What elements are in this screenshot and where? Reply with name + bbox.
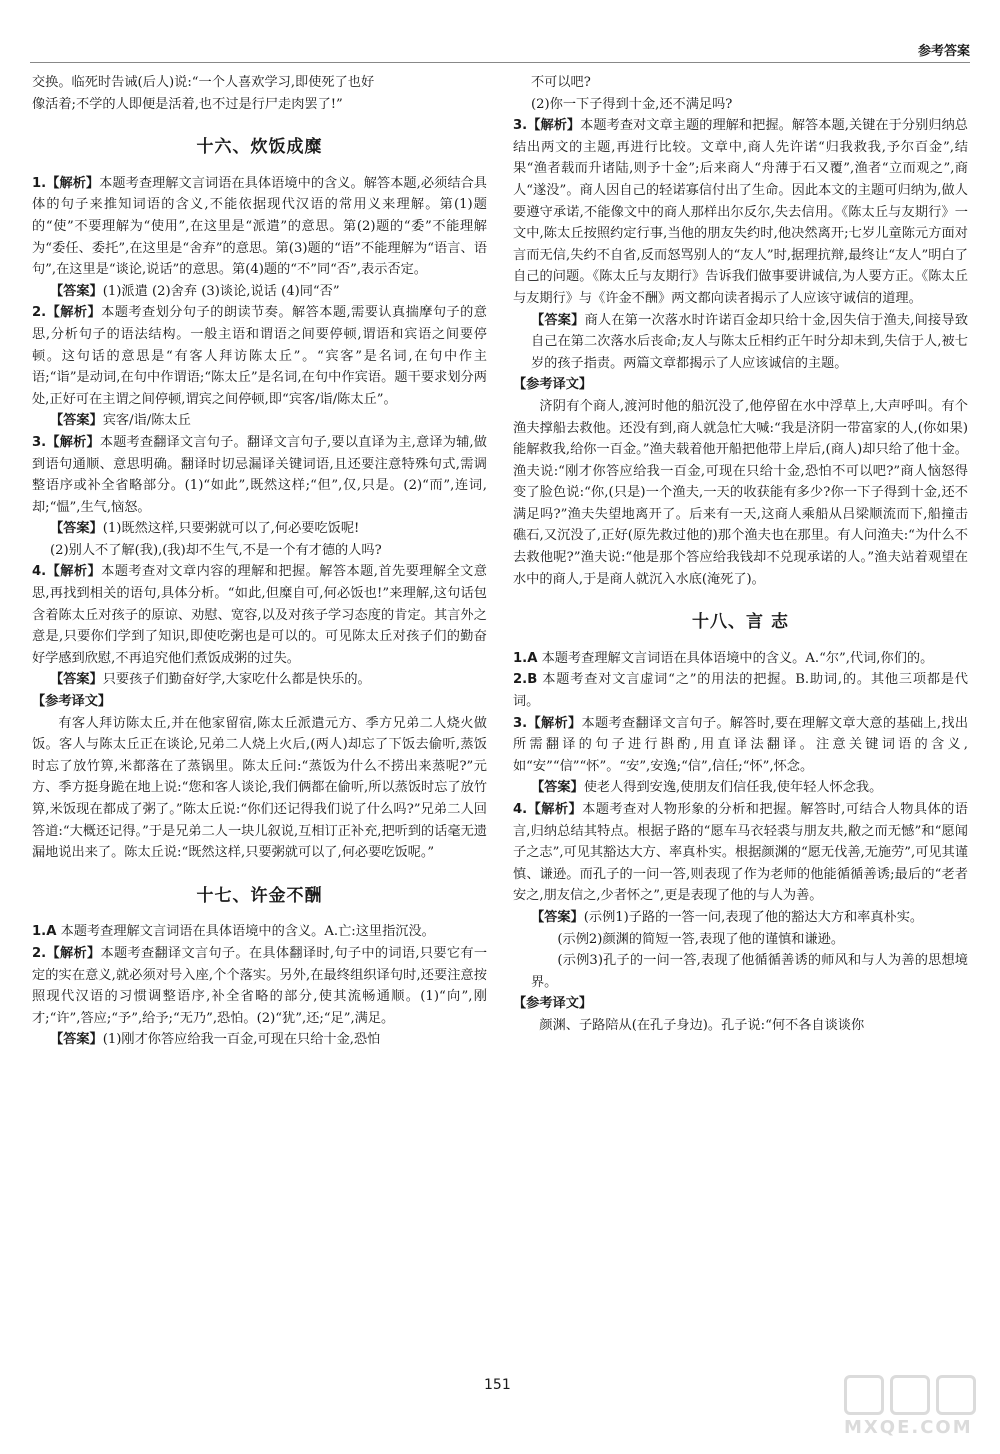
question-1: 1.A 本题考查理解文言词语在具体语境中的含义。A.“尔”,代词,你们的。 <box>513 650 934 666</box>
question-2: 2.B 本题考查对文言虚词“之”的用法的把握。B.助词,的。其他三项都是代词。 <box>513 672 968 710</box>
question-3: 3.【解析】本题考查对文章主题的理解和把握。解答本题,关键在于分别归纳总结出两文的主题,再进行比较。文章中,商人先许诺“归我救我,予尔百金”,结果“渔者载而升诸陆,则予十金”;后来商人“舟薄于石又覆”,渔者“立而观之”,商人“遂没”。商人因自己的轻诺寡信付出了生命。因此本文的主题可归纳为,做人要遵守承诺,不能像文中的商人那样出尔反尔,失去信用。《陈太丘与友期行》一文中,陈太丘按照约定行事,当他的朋友失约时,他决然离开;七岁儿童陈元方面对言而无信,失约不自省,反而怒骂别人的“友人”时,据理抗辩,最终让“友人”明白了自己的问题。《陈太丘与友期行》告诉我们做事要讲诚信,为人要方正。《陈太丘与友期行》与《许金不酬》两文都向读者揭示了人应该守诚信的道理。 <box>513 118 968 306</box>
right-column <box>513 72 968 1037</box>
answer-continued: 不可以吧? <box>531 75 591 90</box>
answer-4c: (示例3)孔子的一问一答,表现了他循循善诱的师风和与人为善的思想境界。 <box>531 953 968 990</box>
question-1: 1.【解析】本题考查理解文言词语在具体语境中的含义。解答本题,必须结合具体的句子来推知词语的含义,不能依据现代汉语的常用义来理解。第(1)题的“使”不要理解为“使用”,在这里是“派遣”的意思。第(2)题的“委”不能理解为“委任、委托”,在这里是“舍弃”的意思。第(3)题的“语”不能理解为“语言、语句”,在这里是“谈论,说话”的意思。第(4)题的“不”同“否”,表示否定。 <box>32 175 487 278</box>
answer-3b: (2)别人不了解(我),(我)却不生气,不是一个有才德的人吗? <box>50 542 382 558</box>
question-3: 3.【解析】本题考查翻译文言句子。解答时,要在理解文章大意的基础上,找出所需翻译的句子进行斟酌,用直译法翻译。注意关键词语的含义,如“安”“信”“怀”。“安”,安逸;“信”,信任;“怀”,怀念。 <box>513 715 969 774</box>
translation-text: 颜渊、子路陪从(在孔子身边)。孔子说:“何不各自谈谈你 <box>539 1017 865 1033</box>
translation-text: 济阴有个商人,渡河时他的船沉没了,他停留在水中浮草上,大声呼叫。有个渔夫撑船去救他。还没有到,商人就急忙大喊:“我是济阴一带富家的人,(你如果)能解救我,给你一百金。”渔夫载着他开船把他带上岸后,(商人)却只给了他十金。渔夫说:“刚才你答应给我一百金,可现在只给十金,恐怕不可以吧?”商人恼怒得变了脸色说:“你,(只是)一个渔夫,一天的收获能有多少?你一下子得到十金,还不满足吗?”渔夫失望地离开了。后来有一天,这商人乘船从吕梁顺流而下,船撞击礁石,又沉没了,正好(原先救过他的)那个渔夫也在那里。有人问渔夫:“为什么不去救他呢?”渔夫说:“他是那个答应给我钱却不兑现承诺的人。”渔夫站着观望在水中的商人,于是商人就沉入水底(淹死了)。 <box>513 398 968 587</box>
question-4: 4.【解析】本题考查对文章内容的理解和把握。解答本题,首先要理解全文意思,再找到相关的语句,具体分析。“如此,但糜自可,何必饭也!”来理解,这句话包含着陈太丘对孩子的原谅、劝慰、宽容,以及对孩子学习态度的肯定。其言外之意是,只要你们学到了知识,即使吃粥也是可以的。可见陈太丘对孩子们的勤奋好学感到欣慰,不再追究他们煮饭成粥的过失。 <box>32 564 487 666</box>
watermark-url: MXQE.COM <box>844 1417 973 1438</box>
left-column <box>32 72 487 1051</box>
question-3: 3.【解析】本题考查翻译文言句子。翻译文言句子,要以直译为主,意译为辅,做到语句通顺、意思明确。翻译时切忌漏译关键词语,且还要注意特殊句式,需调整语序或补全省略部分。(1)“如此”,既然这样;“但”,仅,只是。(2)“而”,连词,却;“愠”,生气,恼怒。 <box>32 434 487 515</box>
header-rule <box>30 62 970 63</box>
header-label: 参考答案 <box>917 44 970 59</box>
answer-3: 【答案】(1)既然这样,只要粥就可以了,何必要吃饭呢! <box>50 521 360 537</box>
section-title-18: 十八、言 志 <box>692 612 789 633</box>
watermark-box <box>890 1375 930 1415</box>
intro-line: 像活着;不学的人即便是活着,也不过是行尸走肉罢了!” <box>32 96 343 112</box>
question-4: 4.【解析】本题考查对人物形象的分析和把握。解答时,可结合人物具体的语言,归纳总结其特点。根据子路的“愿车马衣轻裘与朋友共,敝之而无憾”和“愿闻子之志”,可见其豁达大方、率真朴实。根据颜渊的“愿无伐善,无施劳”,可见其谨慎、谦逊。而孔子的一问一答,则表现了作为老师的他能循循善诱;最后的“老者安之,朋友信之,少者怀之”,更是表现了他的与人为善。 <box>513 802 968 904</box>
question-2: 2.【解析】本题考查翻译文言句子。在具体翻译时,句子中的词语,只要它有一定的实在意义,就必须对号入座,个个落实。另外,在最终组织译句时,还要注意按照现代汉语的习惯调整语序,补全省略的部分,使其流畅通顺。(1)“向”,刚才;“许”,答应;“予”,给予;“无乃”,恐怕。(2)“犹”,还;“足”,满足。 <box>32 945 488 1026</box>
question-1: 1.A 本题考查理解文言词语在具体语境中的含义。A.亡:这里指沉没。 <box>32 924 435 940</box>
question-2: 2.【解析】本题考查划分句子的朗读节奏。解答本题,需要认真揣摩句子的意思,分析句子的语法结构。一般主语和谓语之间要停顿,谓语和宾语之间要停顿。这句话的意思是“有客人拜访陈太丘”。“宾客”是名词,在句中作主语;“诣”是动词,在句中作谓语;“陈太丘”是名词,在句中作宾语。题干要求划分两处,正好可在主谓之间停顿,谓宾之间停顿,即“宾客/诣/陈太丘”。 <box>32 305 487 407</box>
answer-3: 【答案】使老人得到安逸,使朋友们信任我,使年轻人怀念我。 <box>531 780 883 796</box>
watermark-box <box>844 1375 884 1415</box>
answer-4: 【答案】(示例1)子路的一答一问,表现了他的豁达大方和率真朴实。 <box>531 909 924 925</box>
translation-label: 【参考译文】 <box>513 996 593 1012</box>
watermark-box <box>936 1375 976 1415</box>
answer-4b: (示例2)颜渊的简短一答,表现了他的谨慎和谦逊。 <box>557 931 845 947</box>
section-title-17: 十七、许金不酬 <box>196 885 323 906</box>
intro-line: 交换。临死时告诫(后人)说:“一个人喜欢学习,即使死了也好 <box>32 75 375 90</box>
page-number: 151 <box>484 1377 511 1393</box>
answer-continued: (2)你一下子得到十金,还不满足吗? <box>531 96 733 112</box>
translation-label: 【参考译文】 <box>32 694 112 710</box>
answer-2: 【答案】宾客/诣/陈太丘 <box>50 413 191 429</box>
section-title-16: 十六、炊饭成糜 <box>196 137 323 158</box>
translation-label: 【参考译文】 <box>513 377 593 393</box>
answer-4: 【答案】只要孩子们勤奋好学,大家吃什么都是快乐的。 <box>50 672 371 688</box>
watermark-logo <box>838 1375 988 1445</box>
answer-1: 【答案】(1)派遣 (2)舍弃 (3)谈论,说话 (4)同“否” <box>50 283 340 299</box>
answer-2: 【答案】(1)刚才你答应给我一百金,可现在只给十金,恐怕 <box>50 1032 381 1048</box>
answer-3: 【答案】商人在第一次落水时许诺百金却只给十金,因失信于渔夫,间接导致自己在第二次落水后丧命;友人与陈太丘相约正午时分却未到,失信于人,被七岁的孩子指责。两篇文章都揭示了人应该诚信的主题。 <box>531 312 969 371</box>
translation-text: 有客人拜访陈太丘,并在他家留宿,陈太丘派遣元方、季方兄弟二人烧火做饭。客人与陈太丘正在谈论,兄弟二人烧上火后,(两人)却忘了下饭去偷听,蒸饭时忘了放竹箅,米都落在了蒸锅里。陈太丘问:“蒸饭为什么不捞出来蒸呢?”元方、季方挺身跪在地上说:“您和客人谈论,我们俩都在偷听,所以蒸饭时忘了放竹箅,米饭现在都成了粥了。”陈太丘说:“你们还记得我们说了什么吗?”兄弟二人回答道:“大概还记得。”于是兄弟二人一块儿叙说,互相订正补充,把听到的话毫无遗漏地说出来了。陈太丘说:“既然这样,只要粥就可以了,何必要吃饭呢。” <box>32 715 487 861</box>
